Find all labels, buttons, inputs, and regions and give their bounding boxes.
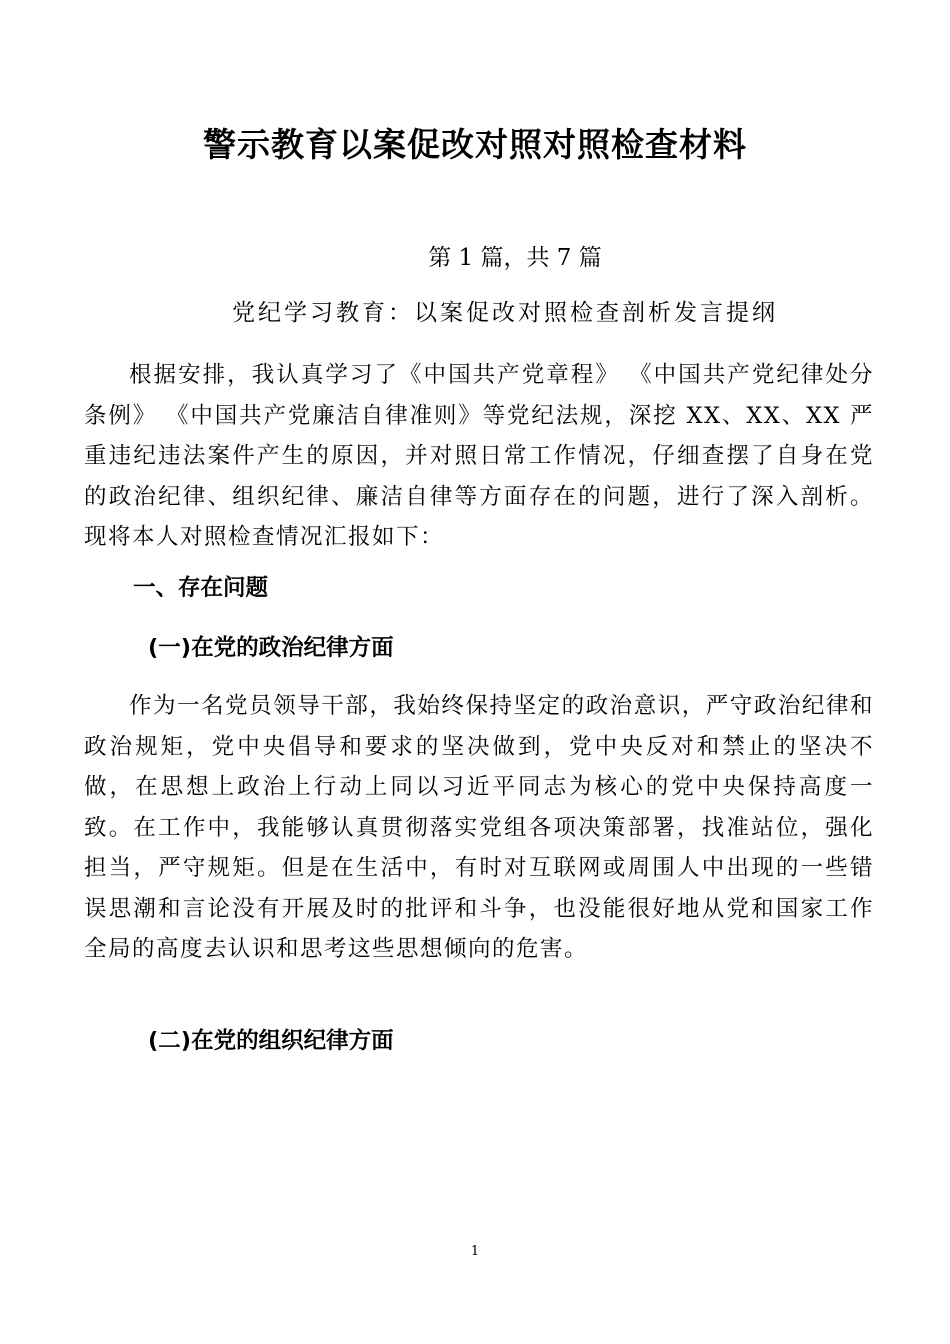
page-number: 1 [470,1244,480,1259]
subsection-heading-organizational: (二)在党的组织纪律方面 [148,1028,394,1054]
subsection-heading-political: (一)在党的政治纪律方面 [148,635,394,661]
document-title: 警示教育以案促改对照对照检查材料 [203,125,747,164]
political-discipline-paragraph: 作为一名党员领导干部，我始终保持坚定的政治意识，严守政治纪律和政治规矩，党中央倡导和要求的坚决做到，党中央反对和禁止的坚决不做，在思想上政治上行动上同以习近平同志为核心的党中央保持高度一致。在工作中，我能够认真贯彻落实党组各项决策部署，找准站位，强化担当，严守规矩。但是在生活中，有时对互联网或周围人中出现的一些错误思潮和言论没有开展及时的批评和斗争，也没能很好地从党和国家工作全局的高度去认识和思考这些思想倾向的危害。 [84,693,874,962]
document-subtitle: 党纪学习教育：以案促改对照检查剖析发言提纲 [232,300,778,326]
part-indicator: 第 1 篇，共 7 篇 [428,245,602,271]
section-heading: 一、存在问题 [133,575,269,601]
intro-paragraph: 根据安排，我认真学习了《中国共产党章程》 《中国共产党纪律处分条例》 《中国共产党廉洁自律准则》等党纪法规，深挖 XX、XX、XX 严重违纪违法案件产生的原因，并对照日常工作情况，仔细查摆了自身在党的政治纪律、组织纪律、廉洁自律等方面存在的问题，进行了深入剖析。现将本人对照检查情况汇报如下： [84,362,874,550]
